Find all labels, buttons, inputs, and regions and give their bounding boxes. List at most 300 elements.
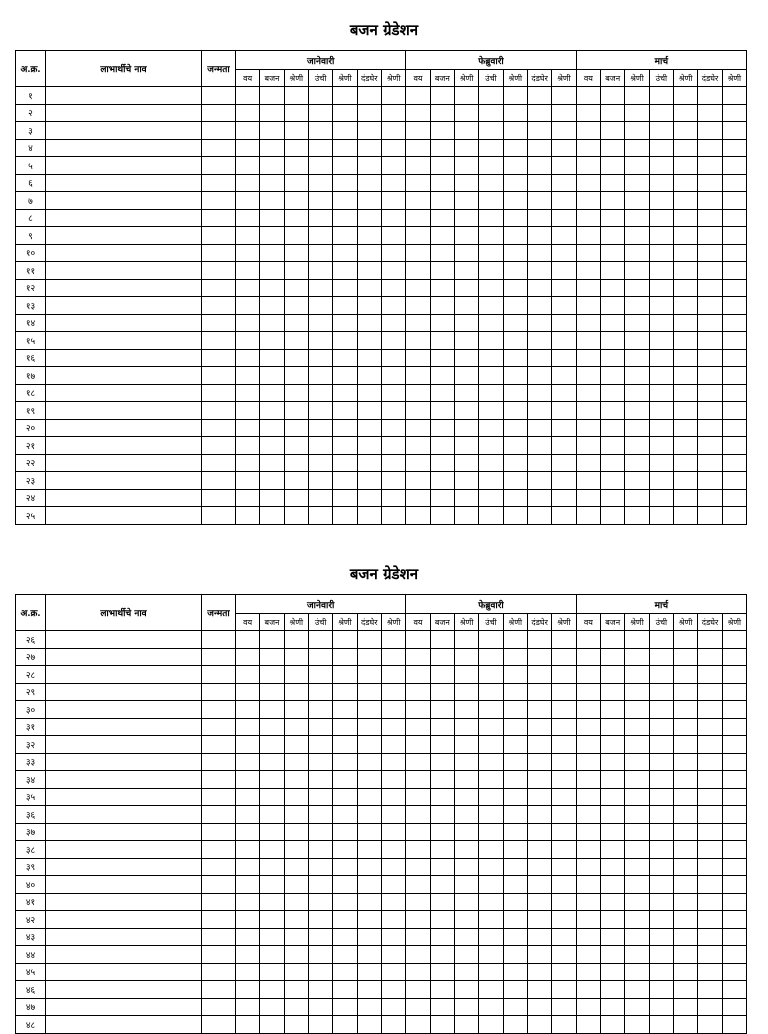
entry-cell[interactable] — [236, 701, 260, 719]
birth-cell[interactable] — [202, 876, 236, 894]
entry-cell[interactable] — [430, 192, 454, 210]
entry-cell[interactable] — [552, 841, 576, 859]
entry-cell[interactable] — [381, 858, 405, 876]
entry-cell[interactable] — [236, 279, 260, 297]
entry-cell[interactable] — [454, 876, 478, 894]
entry-cell[interactable] — [333, 402, 357, 420]
entry-cell[interactable] — [698, 227, 722, 245]
entry-cell[interactable] — [236, 244, 260, 262]
entry-cell[interactable] — [674, 192, 698, 210]
entry-cell[interactable] — [260, 489, 284, 507]
entry-cell[interactable] — [601, 963, 625, 981]
entry-cell[interactable] — [236, 507, 260, 525]
entry-cell[interactable] — [308, 946, 332, 964]
entry-cell[interactable] — [333, 928, 357, 946]
entry-cell[interactable] — [698, 209, 722, 227]
entry-cell[interactable] — [308, 402, 332, 420]
entry-cell[interactable] — [649, 718, 673, 736]
entry-cell[interactable] — [552, 701, 576, 719]
entry-cell[interactable] — [236, 666, 260, 684]
entry-cell[interactable] — [357, 683, 381, 701]
entry-cell[interactable] — [284, 858, 308, 876]
entry-cell[interactable] — [527, 332, 551, 350]
entry-cell[interactable] — [430, 946, 454, 964]
entry-cell[interactable] — [308, 332, 332, 350]
entry-cell[interactable] — [236, 139, 260, 157]
entry-cell[interactable] — [552, 402, 576, 420]
birth-cell[interactable] — [202, 209, 236, 227]
entry-cell[interactable] — [552, 736, 576, 754]
entry-cell[interactable] — [430, 648, 454, 666]
entry-cell[interactable] — [674, 349, 698, 367]
entry-cell[interactable] — [454, 279, 478, 297]
entry-cell[interactable] — [333, 192, 357, 210]
entry-cell[interactable] — [357, 454, 381, 472]
entry-cell[interactable] — [333, 788, 357, 806]
entry-cell[interactable] — [308, 841, 332, 859]
entry-cell[interactable] — [406, 718, 430, 736]
entry-cell[interactable] — [625, 963, 649, 981]
entry-cell[interactable] — [406, 981, 430, 999]
entry-cell[interactable] — [625, 911, 649, 929]
name-cell[interactable] — [46, 157, 202, 175]
entry-cell[interactable] — [357, 858, 381, 876]
entry-cell[interactable] — [381, 788, 405, 806]
entry-cell[interactable] — [406, 911, 430, 929]
entry-cell[interactable] — [333, 823, 357, 841]
entry-cell[interactable] — [601, 788, 625, 806]
entry-cell[interactable] — [236, 157, 260, 175]
entry-cell[interactable] — [357, 244, 381, 262]
entry-cell[interactable] — [503, 402, 527, 420]
entry-cell[interactable] — [527, 139, 551, 157]
entry-cell[interactable] — [357, 718, 381, 736]
entry-cell[interactable] — [503, 736, 527, 754]
entry-cell[interactable] — [601, 262, 625, 280]
entry-cell[interactable] — [649, 806, 673, 824]
birth-cell[interactable] — [202, 753, 236, 771]
entry-cell[interactable] — [284, 419, 308, 437]
entry-cell[interactable] — [601, 104, 625, 122]
entry-cell[interactable] — [625, 402, 649, 420]
entry-cell[interactable] — [698, 823, 722, 841]
entry-cell[interactable] — [236, 806, 260, 824]
entry-cell[interactable] — [479, 823, 503, 841]
birth-cell[interactable] — [202, 419, 236, 437]
entry-cell[interactable] — [552, 367, 576, 385]
entry-cell[interactable] — [576, 472, 600, 490]
entry-cell[interactable] — [479, 841, 503, 859]
entry-cell[interactable] — [576, 262, 600, 280]
entry-cell[interactable] — [698, 701, 722, 719]
entry-cell[interactable] — [236, 262, 260, 280]
birth-cell[interactable] — [202, 174, 236, 192]
entry-cell[interactable] — [576, 1016, 600, 1034]
entry-cell[interactable] — [576, 489, 600, 507]
entry-cell[interactable] — [479, 209, 503, 227]
entry-cell[interactable] — [284, 489, 308, 507]
entry-cell[interactable] — [430, 701, 454, 719]
entry-cell[interactable] — [406, 806, 430, 824]
entry-cell[interactable] — [527, 858, 551, 876]
entry-cell[interactable] — [503, 314, 527, 332]
entry-cell[interactable] — [284, 893, 308, 911]
entry-cell[interactable] — [649, 788, 673, 806]
entry-cell[interactable] — [284, 244, 308, 262]
entry-cell[interactable] — [503, 701, 527, 719]
entry-cell[interactable] — [503, 771, 527, 789]
name-cell[interactable] — [46, 349, 202, 367]
entry-cell[interactable] — [552, 806, 576, 824]
entry-cell[interactable] — [357, 507, 381, 525]
entry-cell[interactable] — [674, 157, 698, 175]
entry-cell[interactable] — [649, 122, 673, 140]
entry-cell[interactable] — [260, 806, 284, 824]
entry-cell[interactable] — [649, 858, 673, 876]
entry-cell[interactable] — [308, 876, 332, 894]
entry-cell[interactable] — [430, 122, 454, 140]
entry-cell[interactable] — [698, 911, 722, 929]
entry-cell[interactable] — [454, 718, 478, 736]
entry-cell[interactable] — [260, 788, 284, 806]
birth-cell[interactable] — [202, 806, 236, 824]
entry-cell[interactable] — [698, 87, 722, 105]
entry-cell[interactable] — [698, 262, 722, 280]
entry-cell[interactable] — [333, 279, 357, 297]
entry-cell[interactable] — [357, 823, 381, 841]
entry-cell[interactable] — [503, 472, 527, 490]
entry-cell[interactable] — [649, 367, 673, 385]
entry-cell[interactable] — [722, 911, 746, 929]
entry-cell[interactable] — [674, 911, 698, 929]
entry-cell[interactable] — [698, 788, 722, 806]
entry-cell[interactable] — [576, 349, 600, 367]
entry-cell[interactable] — [333, 227, 357, 245]
entry-cell[interactable] — [479, 753, 503, 771]
entry-cell[interactable] — [527, 104, 551, 122]
entry-cell[interactable] — [406, 157, 430, 175]
entry-cell[interactable] — [503, 718, 527, 736]
entry-cell[interactable] — [601, 454, 625, 472]
entry-cell[interactable] — [576, 858, 600, 876]
name-cell[interactable] — [46, 928, 202, 946]
entry-cell[interactable] — [698, 279, 722, 297]
entry-cell[interactable] — [698, 928, 722, 946]
entry-cell[interactable] — [722, 209, 746, 227]
entry-cell[interactable] — [674, 753, 698, 771]
entry-cell[interactable] — [479, 157, 503, 175]
entry-cell[interactable] — [381, 104, 405, 122]
entry-cell[interactable] — [576, 174, 600, 192]
entry-cell[interactable] — [406, 367, 430, 385]
birth-cell[interactable] — [202, 998, 236, 1016]
entry-cell[interactable] — [284, 472, 308, 490]
entry-cell[interactable] — [722, 981, 746, 999]
entry-cell[interactable] — [357, 192, 381, 210]
entry-cell[interactable] — [527, 893, 551, 911]
entry-cell[interactable] — [406, 858, 430, 876]
entry-cell[interactable] — [722, 332, 746, 350]
entry-cell[interactable] — [674, 823, 698, 841]
entry-cell[interactable] — [479, 384, 503, 402]
entry-cell[interactable] — [333, 876, 357, 894]
entry-cell[interactable] — [722, 367, 746, 385]
entry-cell[interactable] — [260, 367, 284, 385]
entry-cell[interactable] — [625, 472, 649, 490]
entry-cell[interactable] — [479, 104, 503, 122]
entry-cell[interactable] — [503, 332, 527, 350]
entry-cell[interactable] — [454, 841, 478, 859]
entry-cell[interactable] — [454, 367, 478, 385]
entry-cell[interactable] — [308, 631, 332, 649]
entry-cell[interactable] — [649, 437, 673, 455]
entry-cell[interactable] — [503, 841, 527, 859]
entry-cell[interactable] — [625, 998, 649, 1016]
entry-cell[interactable] — [381, 279, 405, 297]
entry-cell[interactable] — [308, 279, 332, 297]
entry-cell[interactable] — [357, 174, 381, 192]
entry-cell[interactable] — [698, 806, 722, 824]
entry-cell[interactable] — [698, 876, 722, 894]
entry-cell[interactable] — [308, 139, 332, 157]
entry-cell[interactable] — [674, 122, 698, 140]
entry-cell[interactable] — [625, 437, 649, 455]
entry-cell[interactable] — [357, 227, 381, 245]
entry-cell[interactable] — [236, 122, 260, 140]
entry-cell[interactable] — [625, 666, 649, 684]
entry-cell[interactable] — [552, 683, 576, 701]
entry-cell[interactable] — [625, 419, 649, 437]
entry-cell[interactable] — [454, 701, 478, 719]
entry-cell[interactable] — [381, 472, 405, 490]
birth-cell[interactable] — [202, 858, 236, 876]
entry-cell[interactable] — [722, 963, 746, 981]
entry-cell[interactable] — [649, 928, 673, 946]
entry-cell[interactable] — [308, 963, 332, 981]
entry-cell[interactable] — [527, 314, 551, 332]
entry-cell[interactable] — [479, 788, 503, 806]
entry-cell[interactable] — [479, 419, 503, 437]
entry-cell[interactable] — [381, 209, 405, 227]
entry-cell[interactable] — [454, 736, 478, 754]
birth-cell[interactable] — [202, 683, 236, 701]
entry-cell[interactable] — [333, 472, 357, 490]
birth-cell[interactable] — [202, 384, 236, 402]
birth-cell[interactable] — [202, 472, 236, 490]
entry-cell[interactable] — [406, 489, 430, 507]
entry-cell[interactable] — [674, 279, 698, 297]
entry-cell[interactable] — [381, 841, 405, 859]
entry-cell[interactable] — [333, 122, 357, 140]
entry-cell[interactable] — [698, 893, 722, 911]
entry-cell[interactable] — [260, 893, 284, 911]
entry-cell[interactable] — [527, 454, 551, 472]
birth-cell[interactable] — [202, 367, 236, 385]
entry-cell[interactable] — [576, 946, 600, 964]
entry-cell[interactable] — [601, 349, 625, 367]
entry-cell[interactable] — [698, 104, 722, 122]
entry-cell[interactable] — [625, 1016, 649, 1034]
entry-cell[interactable] — [430, 454, 454, 472]
entry-cell[interactable] — [236, 367, 260, 385]
entry-cell[interactable] — [430, 314, 454, 332]
name-cell[interactable] — [46, 841, 202, 859]
birth-cell[interactable] — [202, 489, 236, 507]
entry-cell[interactable] — [284, 666, 308, 684]
entry-cell[interactable] — [357, 489, 381, 507]
entry-cell[interactable] — [527, 998, 551, 1016]
entry-cell[interactable] — [576, 753, 600, 771]
entry-cell[interactable] — [601, 631, 625, 649]
entry-cell[interactable] — [454, 507, 478, 525]
entry-cell[interactable] — [576, 157, 600, 175]
entry-cell[interactable] — [698, 122, 722, 140]
entry-cell[interactable] — [552, 893, 576, 911]
entry-cell[interactable] — [625, 946, 649, 964]
entry-cell[interactable] — [674, 314, 698, 332]
entry-cell[interactable] — [357, 332, 381, 350]
entry-cell[interactable] — [649, 753, 673, 771]
entry-cell[interactable] — [674, 454, 698, 472]
entry-cell[interactable] — [381, 701, 405, 719]
entry-cell[interactable] — [503, 753, 527, 771]
entry-cell[interactable] — [722, 262, 746, 280]
entry-cell[interactable] — [454, 489, 478, 507]
entry-cell[interactable] — [552, 928, 576, 946]
entry-cell[interactable] — [698, 648, 722, 666]
entry-cell[interactable] — [722, 297, 746, 315]
entry-cell[interactable] — [722, 631, 746, 649]
entry-cell[interactable] — [552, 192, 576, 210]
entry-cell[interactable] — [674, 631, 698, 649]
entry-cell[interactable] — [333, 631, 357, 649]
entry-cell[interactable] — [333, 507, 357, 525]
entry-cell[interactable] — [601, 718, 625, 736]
entry-cell[interactable] — [674, 701, 698, 719]
entry-cell[interactable] — [698, 841, 722, 859]
entry-cell[interactable] — [503, 157, 527, 175]
entry-cell[interactable] — [625, 736, 649, 754]
entry-cell[interactable] — [503, 437, 527, 455]
entry-cell[interactable] — [308, 314, 332, 332]
entry-cell[interactable] — [260, 631, 284, 649]
entry-cell[interactable] — [601, 192, 625, 210]
entry-cell[interactable] — [722, 946, 746, 964]
entry-cell[interactable] — [601, 893, 625, 911]
entry-cell[interactable] — [601, 736, 625, 754]
entry-cell[interactable] — [722, 788, 746, 806]
entry-cell[interactable] — [260, 314, 284, 332]
entry-cell[interactable] — [333, 841, 357, 859]
entry-cell[interactable] — [503, 666, 527, 684]
entry-cell[interactable] — [649, 262, 673, 280]
entry-cell[interactable] — [333, 262, 357, 280]
name-cell[interactable] — [46, 244, 202, 262]
entry-cell[interactable] — [357, 402, 381, 420]
entry-cell[interactable] — [406, 122, 430, 140]
entry-cell[interactable] — [454, 244, 478, 262]
entry-cell[interactable] — [479, 683, 503, 701]
entry-cell[interactable] — [236, 683, 260, 701]
entry-cell[interactable] — [698, 139, 722, 157]
entry-cell[interactable] — [308, 489, 332, 507]
entry-cell[interactable] — [479, 911, 503, 929]
entry-cell[interactable] — [357, 893, 381, 911]
entry-cell[interactable] — [625, 507, 649, 525]
name-cell[interactable] — [46, 823, 202, 841]
entry-cell[interactable] — [333, 858, 357, 876]
entry-cell[interactable] — [430, 367, 454, 385]
entry-cell[interactable] — [381, 963, 405, 981]
entry-cell[interactable] — [333, 911, 357, 929]
entry-cell[interactable] — [406, 402, 430, 420]
entry-cell[interactable] — [406, 666, 430, 684]
entry-cell[interactable] — [454, 419, 478, 437]
entry-cell[interactable] — [552, 227, 576, 245]
entry-cell[interactable] — [527, 631, 551, 649]
entry-cell[interactable] — [308, 858, 332, 876]
entry-cell[interactable] — [406, 648, 430, 666]
entry-cell[interactable] — [357, 963, 381, 981]
entry-cell[interactable] — [649, 876, 673, 894]
entry-cell[interactable] — [625, 384, 649, 402]
entry-cell[interactable] — [649, 911, 673, 929]
entry-cell[interactable] — [454, 666, 478, 684]
entry-cell[interactable] — [284, 104, 308, 122]
entry-cell[interactable] — [576, 454, 600, 472]
birth-cell[interactable] — [202, 192, 236, 210]
entry-cell[interactable] — [357, 946, 381, 964]
entry-cell[interactable] — [527, 437, 551, 455]
entry-cell[interactable] — [479, 928, 503, 946]
entry-cell[interactable] — [333, 718, 357, 736]
entry-cell[interactable] — [479, 876, 503, 894]
entry-cell[interactable] — [552, 262, 576, 280]
entry-cell[interactable] — [454, 963, 478, 981]
entry-cell[interactable] — [503, 858, 527, 876]
entry-cell[interactable] — [722, 718, 746, 736]
entry-cell[interactable] — [381, 262, 405, 280]
birth-cell[interactable] — [202, 823, 236, 841]
entry-cell[interactable] — [357, 981, 381, 999]
entry-cell[interactable] — [284, 367, 308, 385]
entry-cell[interactable] — [308, 666, 332, 684]
entry-cell[interactable] — [576, 893, 600, 911]
entry-cell[interactable] — [236, 963, 260, 981]
name-cell[interactable] — [46, 437, 202, 455]
entry-cell[interactable] — [479, 701, 503, 719]
entry-cell[interactable] — [698, 963, 722, 981]
entry-cell[interactable] — [381, 227, 405, 245]
entry-cell[interactable] — [236, 911, 260, 929]
entry-cell[interactable] — [527, 841, 551, 859]
entry-cell[interactable] — [552, 297, 576, 315]
entry-cell[interactable] — [649, 227, 673, 245]
entry-cell[interactable] — [722, 402, 746, 420]
entry-cell[interactable] — [649, 1016, 673, 1034]
entry-cell[interactable] — [527, 806, 551, 824]
entry-cell[interactable] — [722, 701, 746, 719]
entry-cell[interactable] — [527, 507, 551, 525]
entry-cell[interactable] — [454, 998, 478, 1016]
entry-cell[interactable] — [381, 349, 405, 367]
entry-cell[interactable] — [698, 437, 722, 455]
entry-cell[interactable] — [674, 893, 698, 911]
entry-cell[interactable] — [649, 349, 673, 367]
entry-cell[interactable] — [381, 823, 405, 841]
entry-cell[interactable] — [527, 349, 551, 367]
entry-cell[interactable] — [576, 122, 600, 140]
